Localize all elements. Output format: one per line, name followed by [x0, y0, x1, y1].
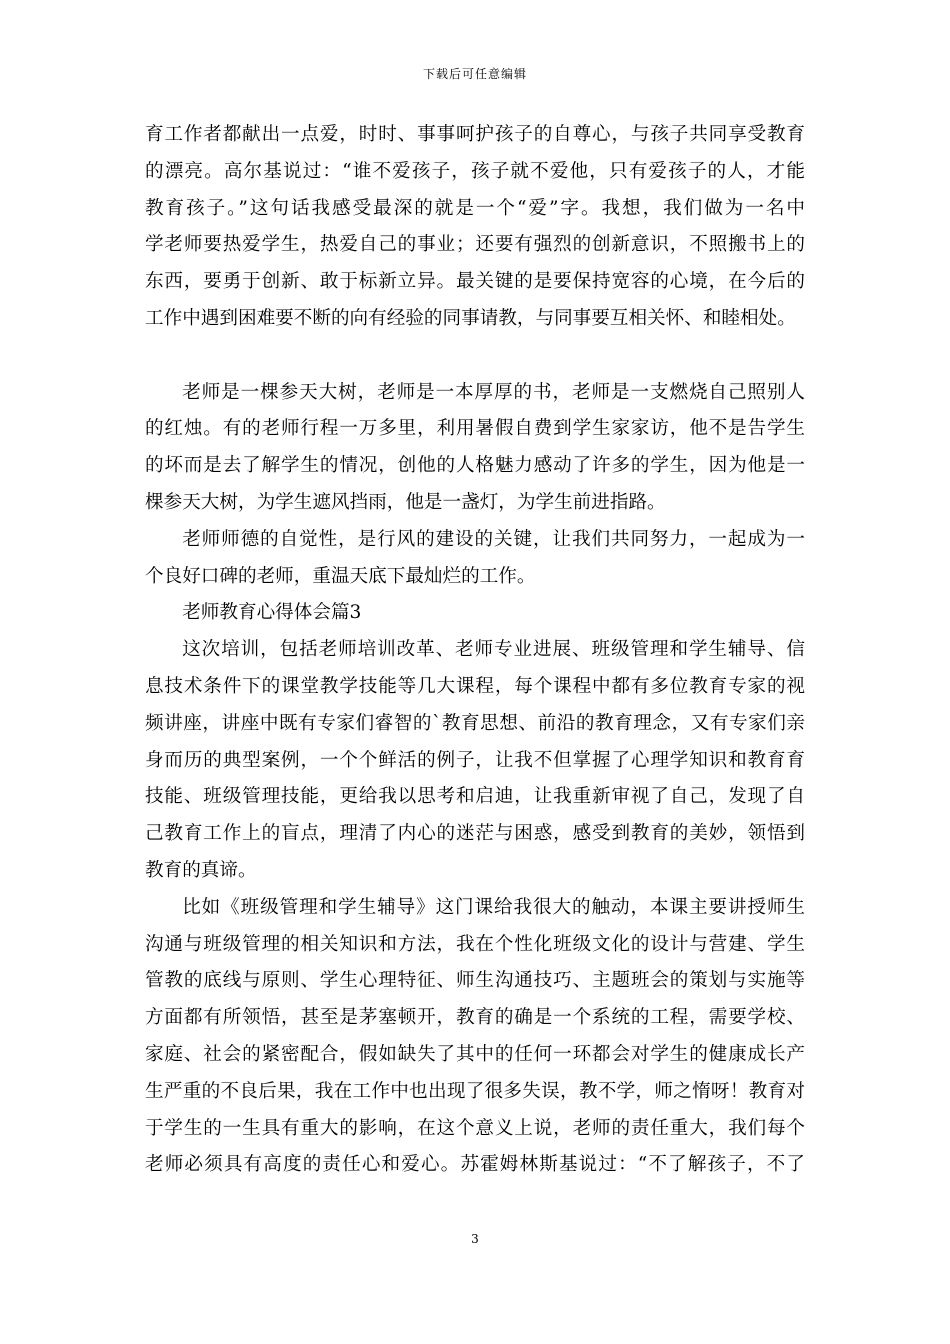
text-line: 个良好口碑的老师，重温天底下最灿烂的工作。	[145, 565, 536, 587]
text-line: 沟通与班级管理的相关知识和方法，我在个性化班级文化的设计与营建、学生	[145, 933, 805, 955]
paragraph-2	[145, 375, 805, 522]
text-line: 的坏而是去了解学生的情况，创他的人格魅力感动了许多的学生，因为他是一	[145, 455, 805, 477]
paragraph-1	[145, 117, 805, 338]
section-heading	[145, 595, 805, 632]
text-line: 方面都有所领悟，甚至是茅塞顿开，教育的确是一个系统的工程，需要学校、	[145, 1007, 805, 1029]
text-line: 身而历的典型案例，一个个鲜活的例子，让我不但掌握了心理学知识和教育育	[145, 749, 805, 771]
paragraph-4	[145, 632, 805, 890]
text-line: 教育孩子。”这句话我感受最深的就是一个“爱”字。我想，我们做为一名中	[145, 197, 805, 219]
text-line: 息技术条件下的课堂教学技能等几大课程，每个课程中都有多位教育专家的视	[145, 675, 805, 697]
text-line: 技能、班级管理技能，更给我以思考和启迪，让我重新审视了自己，发现了自	[145, 786, 805, 808]
paragraph-3	[145, 522, 805, 596]
text-line: 比如《班级管理和学生辅导》这门课给我很大的触动，本课主要讲授师生	[182, 896, 805, 918]
text-line: 己教育工作上的盲点，理清了内心的迷茫与困惑，感受到教育的美妙，领悟到	[145, 823, 805, 845]
text-line: 于学生的一生具有重大的影响，在这个意义上说，老师的责任重大，我们每个	[145, 1117, 805, 1139]
text-line: 老师是一棵参天大树，老师是一本厚厚的书，老师是一支燃烧自己照别人	[182, 381, 805, 403]
text-line: 教育的真谛。	[145, 859, 257, 881]
page-header: 下载后可任意编辑	[422, 67, 527, 81]
page-number: 3	[471, 1232, 479, 1246]
text-line: 的红烛。有的老师行程一万多里，利用暑假自费到学生家家访，他不是告学生	[145, 418, 805, 440]
paragraph-5	[145, 890, 805, 1184]
text-line: 生严重的不良后果，我在工作中也出现了很多失误，教不学，师之惰呀！教育对	[145, 1080, 805, 1102]
text-line: 的漂亮。高尔基说过：“谁不爱孩子，孩子就不爱他，只有爱孩子的人，才能	[145, 160, 805, 182]
text-line: 东西，要勇于创新、敢于标新立异。最关键的是要保持宽容的心境，在今后的	[145, 271, 805, 293]
text-line: 学老师要热爱学生，热爱自己的事业；还要有强烈的创新意识，不照搬书上的	[145, 234, 805, 256]
text-line: 频讲座，讲座中既有专家们睿智的`教育思想、前沿的教育理念，又有专家们亲	[145, 712, 805, 734]
text-line: 棵参天大树，为学生遮风挡雨，他是一盏灯，为学生前进指路。	[145, 491, 666, 513]
text-line: 老师必须具有高度的责任心和爱心。苏霍姆林斯基说过：“不了解孩子，不了	[145, 1154, 805, 1176]
heading-line: 老师教育心得体会篇3	[182, 602, 362, 624]
text-line: 家庭、社会的紧密配合，假如缺失了其中的任何一环都会对学生的健康成长产	[145, 1043, 805, 1065]
text-line: 管教的底线与原则、学生心理特征、师生沟通技巧、主题班会的策划与实施等	[145, 970, 805, 992]
document-body	[145, 117, 805, 1184]
text-line: 老师师德的自觉性，是行风的建设的关键，让我们共同努力，一起成为一	[182, 528, 805, 550]
text-line: 工作中遇到困难要不断的向有经验的同事请教，与同事要互相关怀、和睦相处。	[145, 307, 796, 329]
text-line: 育工作者都献出一点爱，时时、事事呵护孩子的自尊心，与孩子共同享受教育	[145, 124, 805, 145]
text-line: 这次培训，包括老师培训改革、老师专业进展、班级管理和学生辅导、信	[182, 639, 805, 661]
